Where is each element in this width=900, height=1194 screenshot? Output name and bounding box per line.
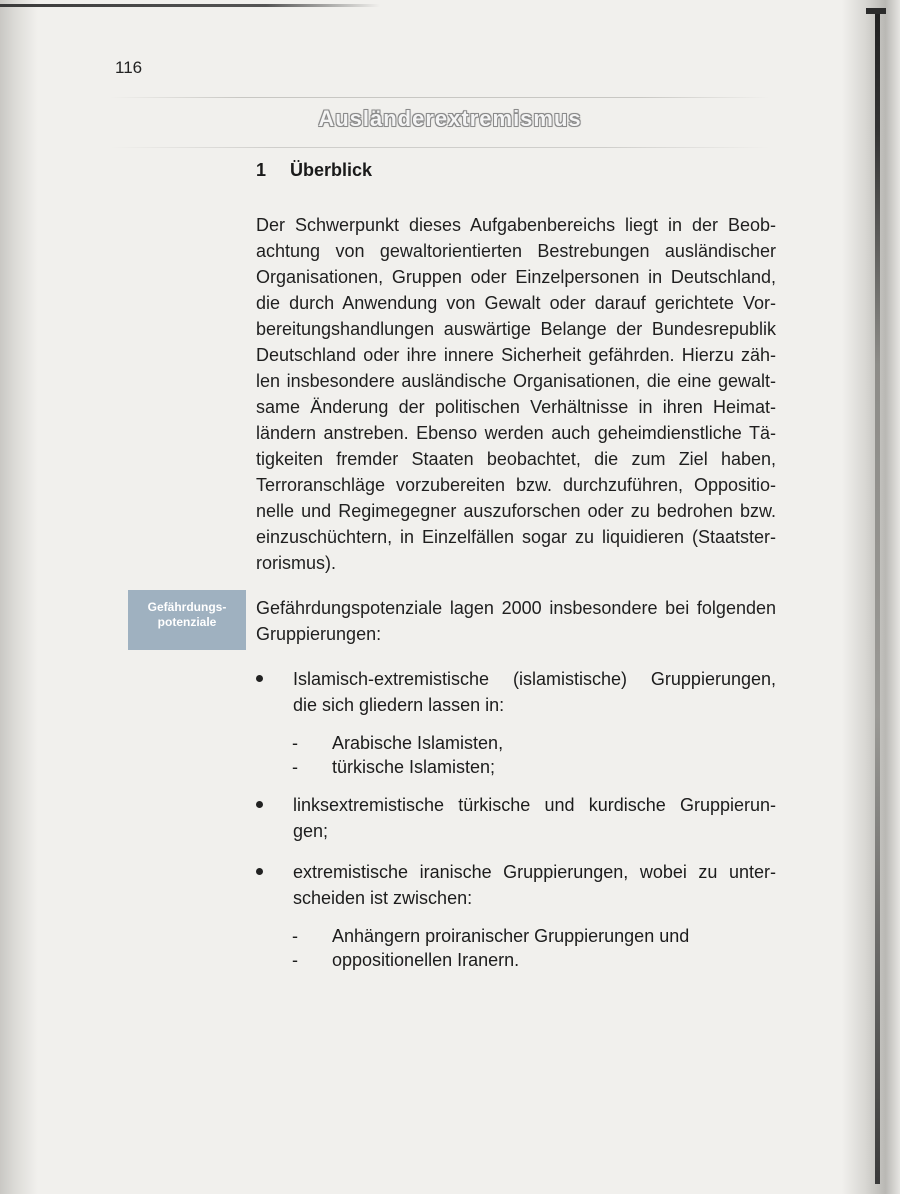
paragraph-line: bereitungshandlungen auswärtige Belange der Bundesrepublik: [256, 319, 776, 339]
margin-note-line: Gefährdungs-: [147, 600, 227, 614]
dash-icon: -: [292, 757, 298, 777]
paragraph-line: Gruppierungen:: [256, 624, 382, 644]
margin-note: [128, 590, 246, 650]
list-item-line: extremistische iranische Gruppierungen, wobei zu unter-: [293, 862, 776, 882]
dash-icon: -: [292, 733, 298, 753]
potential-paragraph: [256, 595, 776, 647]
list-item-line: Islamisch-extremistische (islamistische) Gruppierungen,: [293, 669, 776, 689]
paragraph-line: len insbesondere ausländische Organisationen, die eine gewalt-: [256, 371, 776, 391]
list-item-text: [293, 666, 776, 718]
list-item-text: [293, 859, 776, 911]
paragraph-line: Deutschland oder ihre innere Sicherheit gefährden. Hierzu zäh-: [256, 345, 776, 365]
dash-icon: -: [292, 926, 298, 946]
scan-edge-top: [0, 4, 380, 7]
scan-shadow-right: [842, 0, 900, 1194]
sub-list: [292, 924, 689, 972]
bullet-dot-icon: [256, 675, 263, 682]
sub-list-item-text: türkische Islamisten;: [332, 757, 496, 777]
sub-list-item-text: Arabische Islamisten,: [332, 733, 504, 753]
sub-list-item: [292, 755, 503, 779]
margin-note-line: potenziale: [157, 615, 217, 629]
section-title: Überblick: [290, 160, 373, 180]
paragraph-line: nelle und Regimegegner auszuforschen oder zu bedrohen bzw.: [256, 501, 776, 521]
paragraph-line: Der Schwerpunkt dieses Aufgabenbereichs liegt in der Beob-: [256, 215, 776, 235]
paragraph-line: die durch Anwendung von Gewalt oder darauf gerichtete Vor-: [256, 293, 776, 313]
sub-list: [292, 731, 503, 779]
list-item-line: linksextremistische türkische und kurdische Gruppierun-: [293, 795, 776, 815]
scan-binding-notch: [866, 8, 886, 14]
sub-list-item: [292, 731, 503, 755]
paragraph-line: Terroranschläge vorzubereiten bzw. durchzuführen, Oppositio-: [256, 475, 776, 495]
bullet-dot-icon: [256, 868, 263, 875]
list-item-line: gen;: [293, 821, 329, 841]
bullet-dot-icon: [256, 801, 263, 808]
dash-icon: -: [292, 950, 298, 970]
paragraph-line: einzuschüchtern, in Einzelfällen sogar zu liquidieren (Staatster-: [256, 527, 776, 547]
paragraph-line: rorismus).: [256, 553, 336, 573]
sub-list-item: [292, 924, 689, 948]
intro-paragraph: [256, 212, 776, 576]
chapter-title: Ausländerextremismus: [318, 106, 582, 131]
paragraph-line: ländern anstreben. Ebenso werden auch geheimdienstliche Tä-: [256, 423, 776, 443]
sub-list-item-text: oppositionellen Iranern.: [332, 950, 520, 970]
header-rule-top: [110, 97, 770, 98]
list-item-line: scheiden ist zwischen:: [293, 888, 473, 908]
list-item: [256, 859, 776, 911]
list-item-line: die sich gliedern lassen in:: [293, 695, 505, 715]
paragraph-line: same Änderung der politischen Verhältnisse in ihren Heimat-: [256, 397, 776, 417]
list-item: [256, 666, 776, 718]
sub-list-item: [292, 948, 689, 972]
scan-binding-edge: [875, 14, 880, 1184]
paragraph-line: Organisationen, Gruppen oder Einzelpersonen in Deutschland,: [256, 267, 776, 287]
sub-list-item-text: Anhängern proiranischer Gruppierungen und: [332, 926, 690, 946]
header-rule-bottom: [110, 147, 770, 148]
page-number: 116: [115, 58, 143, 77]
list-item-text: [293, 792, 776, 844]
section-number: 1: [256, 160, 267, 180]
list-item: [256, 792, 776, 844]
section-heading: [256, 160, 372, 181]
scan-shadow-left: [0, 0, 38, 1194]
paragraph-line: Gefährdungspotenziale lagen 2000 insbesondere bei folgenden: [256, 598, 776, 618]
paragraph-line: achtung von gewaltorientierten Bestrebungen ausländischer: [256, 241, 776, 261]
paragraph-line: tigkeiten fremder Staaten beobachtet, die zum Ziel haben,: [256, 449, 776, 469]
